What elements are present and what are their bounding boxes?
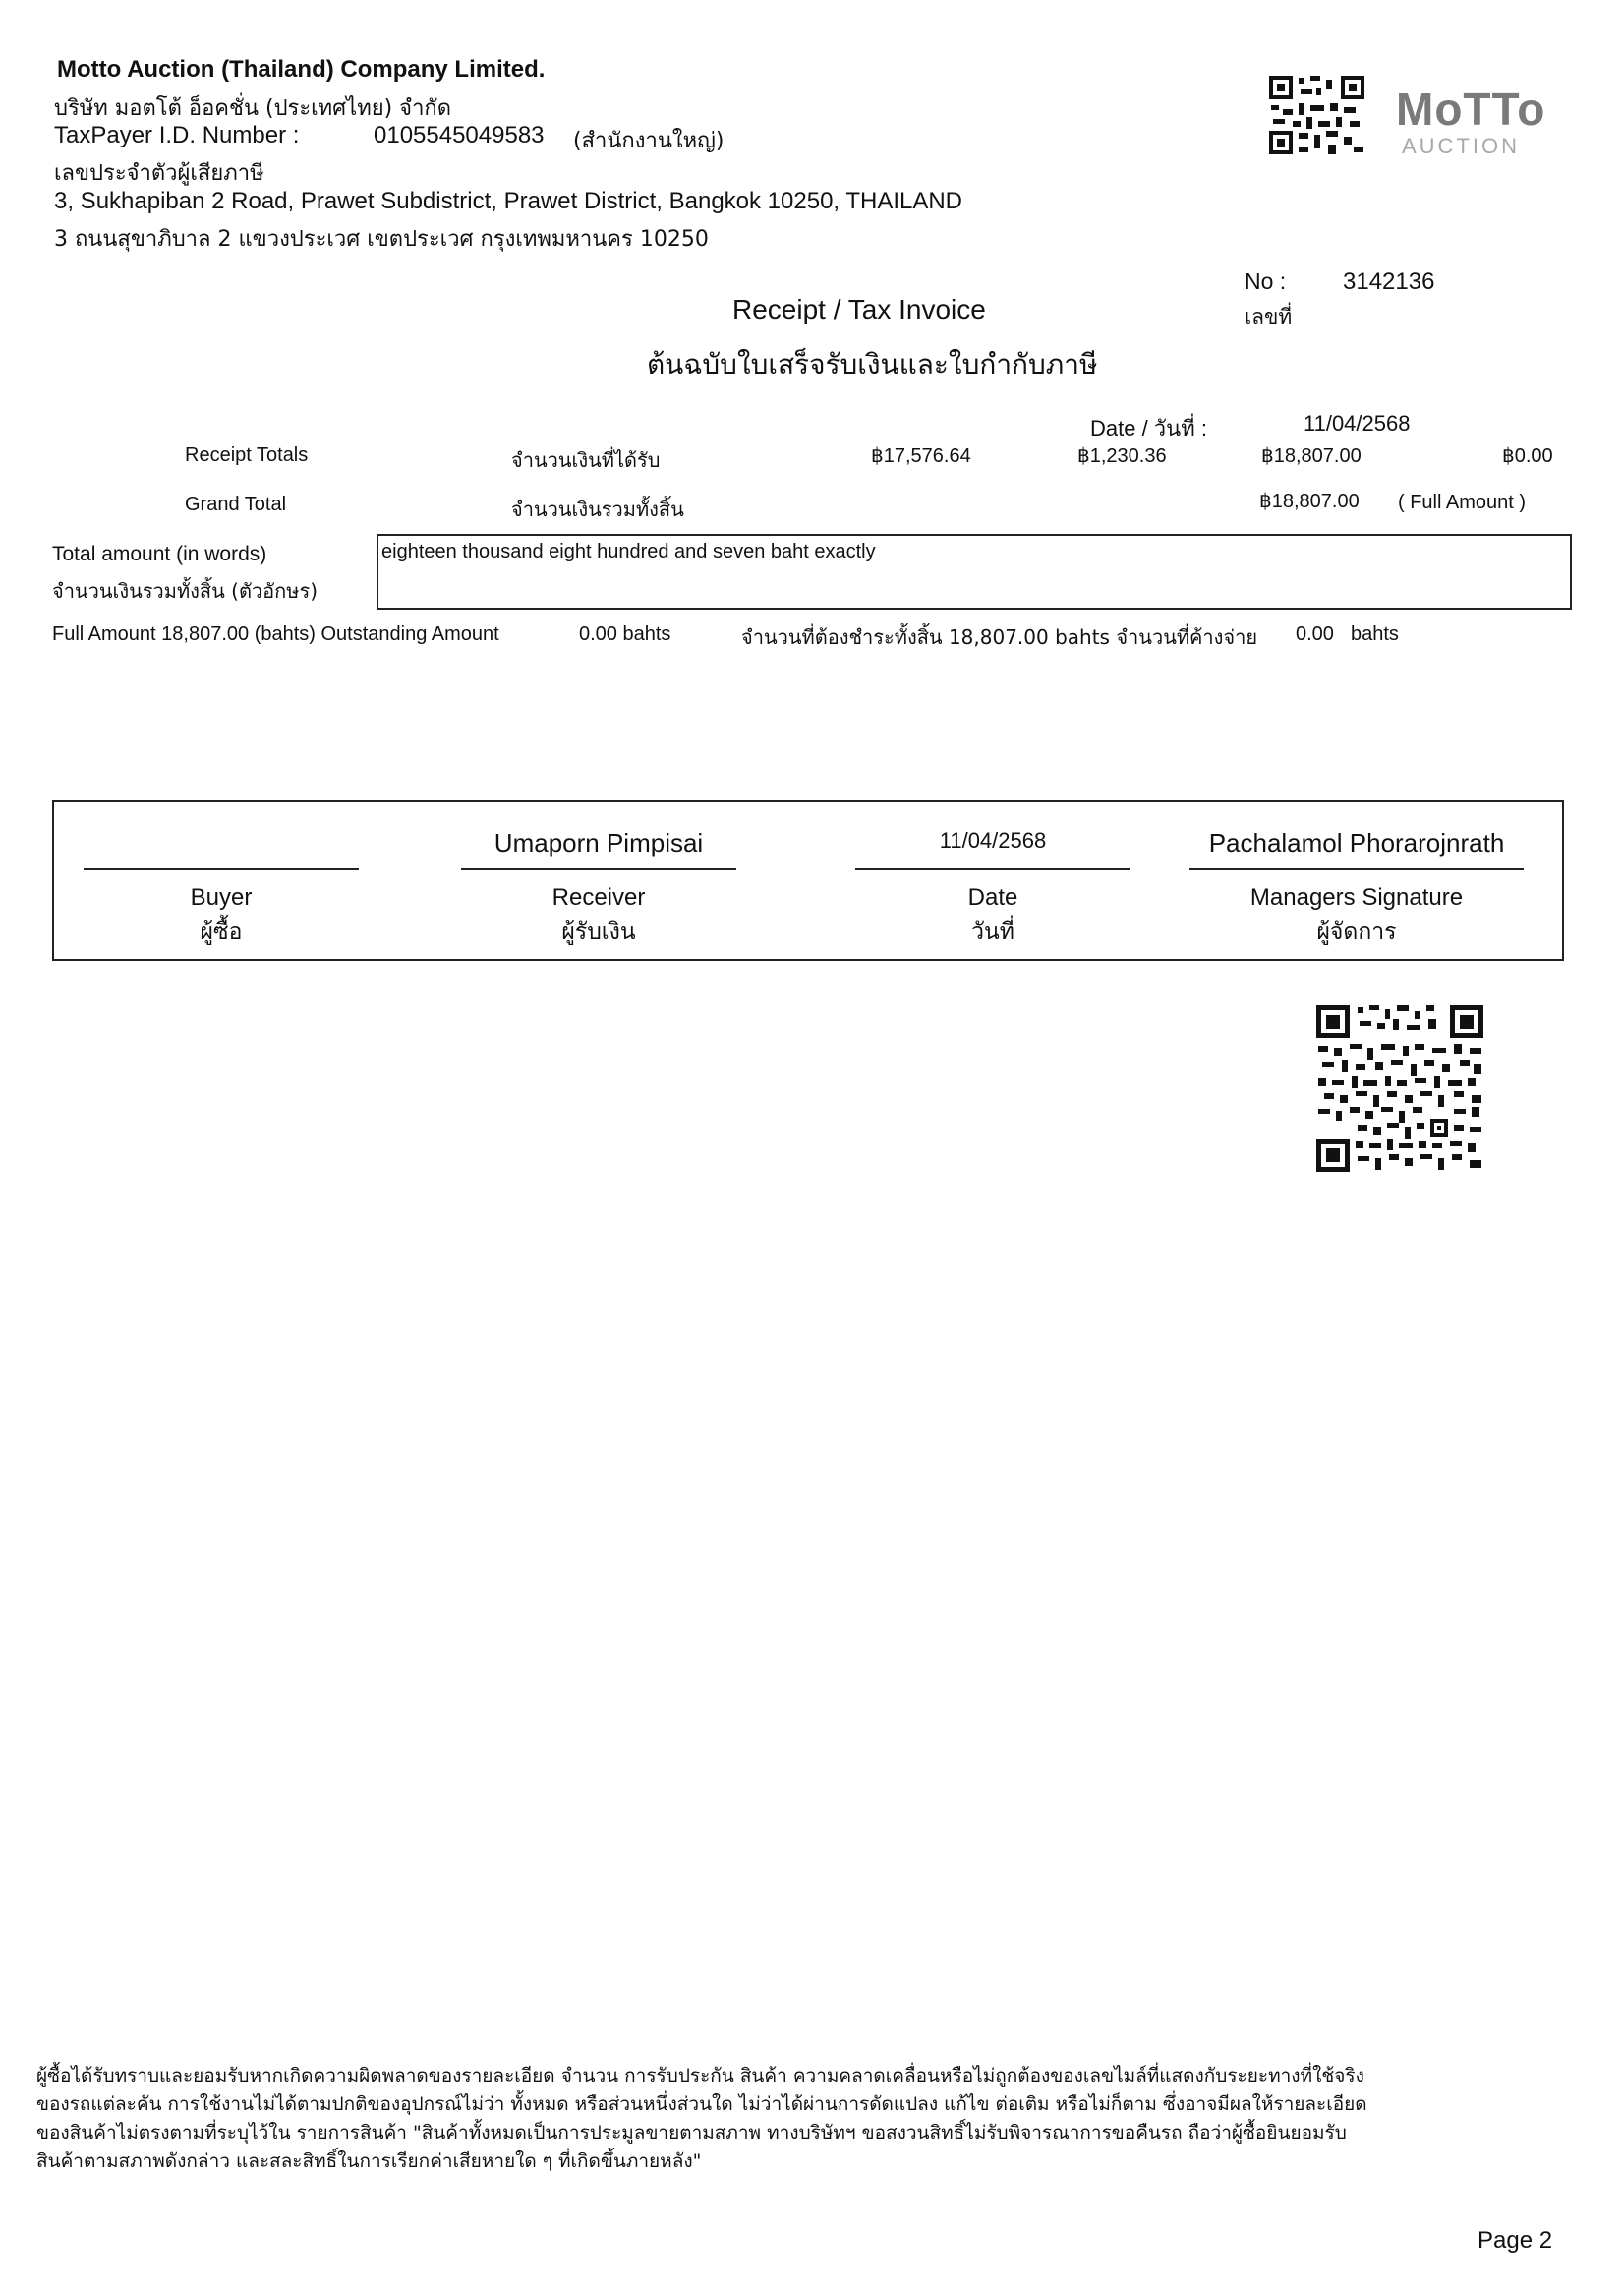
motto-logo-word: MoTTo (1396, 84, 1546, 135)
receiver-signature-value: Umaporn Pimpisai (493, 828, 704, 857)
receipt-amount-net: ฿17,576.64 (871, 445, 971, 467)
summary-en: Full Amount 18,807.00 (bahts) Outstanding Amount (52, 623, 499, 645)
signature-box (52, 800, 1564, 961)
grand-total-note: ( Full Amount ) (1398, 492, 1527, 513)
disclaimer-line: ของรถแต่ละคัน การใช้งานไม่ได้ตามปกติของอุปกรณ์ไม่ว่า ทั้งหมด หรือส่วนหนึ่งส่วนใด ไม่ว่าได้ผ่านการดัดแปลง แก้ไข ต่อเติม หรือไม่ก็ตาม ซึ่งอาจมีผลให้รายละเอียด (36, 2093, 1367, 2115)
date-label-en: Date (967, 884, 1018, 911)
disclaimer-line: สินค้าตามสภาพดังกล่าว และสละสิทธิ์ในการเรียกค่าเสียหายใด ๆ ที่เกิดขึ้นภายหลัง" (36, 2150, 702, 2172)
words-label-th: จำนวนเงินรวมทั้งสิ้น (ตัวอักษร) (52, 579, 319, 603)
disclaimer-line: ผู้ซื้อได้รับทราบและยอมรับหากเกิดความผิดพลาดของรายละเอียด จำนวน การรับประกัน สินค้า ความคลาดเคลื่อนหรือไม่ถูกต้องของเลขไมล์ที่แสดงกับระยะทางที่ใช้จริง (36, 2065, 1364, 2087)
doc-title-th: ต้นฉบับใบเสร็จรับเงินและใบกำกับภาษี (647, 348, 1098, 381)
summary-th-outstanding: 0.00 (1296, 623, 1334, 645)
disclaimer-line: ของสินค้าไม่ตรงตามที่ระบุไว้ใน รายการสินค้า "สินค้าทั้งหมดเป็นการประมูลขายตามสภาพ ทางบริษัทฯ ขอสงวนสิทธิ์ไม่รับพิจารณาการขอคืนรถ ถือว่าผู้ซื้อยินยอมรับ (36, 2122, 1347, 2144)
date-label: Date / วันที่ : (1090, 416, 1207, 441)
words-label-en: Total amount (in words) (52, 543, 267, 565)
taxpayer-label: TaxPayer I.D. Number : (54, 122, 300, 148)
grand-total-label: Grand Total (185, 494, 287, 515)
company-name-th: บริษัท มอตโต้ อ็อคชั่น (ประเทศไทย) จำกัด (54, 96, 452, 121)
doc-number: 3142136 (1343, 268, 1435, 295)
receiver-label-en: Receiver (551, 884, 646, 911)
doc-no-label: No : (1245, 268, 1287, 294)
manager-signature-line (1189, 868, 1524, 870)
summary-en-outstanding: 0.00 bahts (579, 623, 671, 645)
date-signature-value: 11/04/2568 (939, 828, 1047, 853)
disclaimer (36, 2062, 1367, 2176)
buyer-signature-line (84, 868, 359, 870)
grand-total-label-th: จำนวนเงินรวมทั้งสิ้น (511, 498, 684, 521)
grand-total-amount: ฿18,807.00 (1259, 491, 1360, 512)
manager-label-th: ผู้จัดการ (1316, 919, 1397, 945)
receipt-amount-other: ฿0.00 (1502, 445, 1553, 467)
receiver-label-th: ผู้รับเงิน (561, 919, 636, 945)
address-th: 3 ถนนสุขาภิบาล 2 แขวงประเวศ เขตประเวศ กรุงเทพมหานคร 10250 (54, 227, 709, 252)
summary-th: จำนวนที่ต้องชำระทั้งสิ้น 18,807.00 bahts จำนวนที่ค้างจ่าย (741, 625, 1258, 649)
manager-label-en: Managers Signature (1249, 884, 1464, 911)
buyer-label-th: ผู้ซื้อ (200, 919, 243, 945)
receiver-signature-line (461, 868, 736, 870)
branch-label: (สำนักงานใหญ่) (573, 129, 725, 153)
receipt-totals-label-th: จำนวนเงินที่ได้รับ (511, 448, 661, 472)
words-box (377, 534, 1572, 610)
company-name-en: Motto Auction (Thailand) Company Limited. (57, 56, 546, 83)
doc-date: 11/04/2568 (1304, 411, 1411, 436)
doc-title-en: Receipt / Tax Invoice (732, 294, 986, 324)
taxpayer-id: 0105545049583 (374, 122, 545, 148)
footer-qr-code (1316, 1005, 1483, 1172)
auction-logo-word: AUCTION (1402, 134, 1520, 158)
date-signature-line (855, 868, 1130, 870)
address-en: 3, Sukhapiban 2 Road, Prawet Subdistrict, Prawet District, Bangkok 10250, THAILAND (54, 188, 963, 214)
receipt-amount-vat: ฿1,230.36 (1077, 445, 1167, 467)
date-label-th: วันที่ (971, 919, 1014, 945)
page-number: Page 2 (1478, 2227, 1553, 2254)
taxpayer-label-th: เลขประจำตัวผู้เสียภาษี (54, 161, 264, 186)
header-qr-code (1269, 76, 1364, 154)
manager-signature-value: Pachalamol Phorarojnrath (1208, 828, 1505, 857)
summary-th-unit: bahts (1351, 623, 1399, 645)
receipt-totals-label: Receipt Totals (185, 444, 309, 466)
buyer-label-en: Buyer (190, 884, 253, 911)
words-value: eighteen thousand eight hundred and seven baht exactly (381, 541, 876, 562)
doc-no-label-th: เลขที่ (1245, 305, 1293, 328)
receipt-amount-total: ฿18,807.00 (1261, 445, 1362, 467)
